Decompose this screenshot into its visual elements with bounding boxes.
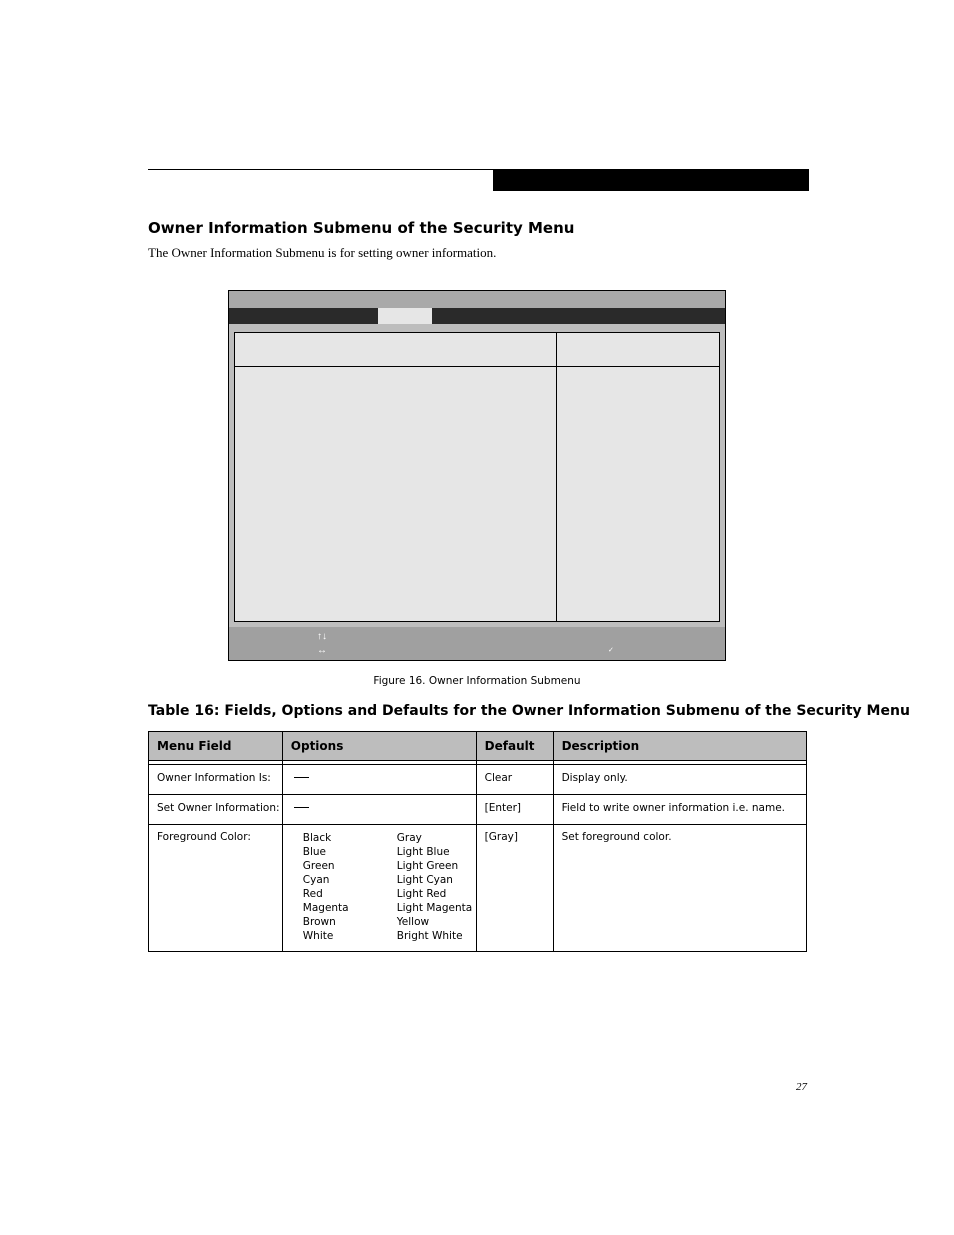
fields-options-table	[148, 731, 807, 952]
table-title: Table 16: Fields, Options and Defaults for the Owner Information Submenu of the Security Menu	[148, 703, 910, 719]
cell-description: Display only.	[553, 765, 806, 795]
color-options-right	[397, 831, 472, 943]
cell-options	[282, 765, 476, 795]
color-option: Light Magenta	[396, 902, 473, 914]
header-bar	[493, 169, 809, 191]
leftright-arrow-icon: ↔	[317, 645, 327, 656]
color-option: Brown	[302, 916, 336, 928]
cell-options	[282, 795, 476, 825]
dash-mark	[294, 807, 309, 808]
section-heading: Owner Information Submenu of the Security Menu	[148, 219, 575, 237]
bios-footer-bar	[229, 627, 725, 660]
color-option: Gray	[396, 832, 422, 844]
color-option: Light Cyan	[396, 874, 453, 886]
table-header-row	[149, 732, 807, 761]
cell-field: Owner Information Is:	[149, 765, 283, 795]
color-option: Light Red	[396, 888, 447, 900]
header-options: Options	[282, 732, 476, 761]
intro-text: The Owner Information Submenu is for setting owner information.	[148, 245, 497, 260]
bios-header-divider	[235, 366, 719, 367]
cell-default: [Enter]	[476, 795, 553, 825]
color-option: Red	[302, 888, 323, 900]
color-option: Green	[302, 860, 335, 872]
check-icon: ✓	[608, 647, 614, 654]
table-row	[149, 795, 807, 825]
updown-arrows-icon: ↑↓	[317, 631, 327, 642]
bios-menu-bar	[229, 308, 725, 324]
color-option: Cyan	[302, 874, 330, 886]
color-options-left	[303, 831, 397, 943]
header-description: Description	[553, 732, 806, 761]
bios-title-bar	[229, 291, 725, 308]
page-number: 27	[796, 1081, 807, 1093]
color-option: Light Blue	[396, 846, 450, 858]
table-row	[149, 825, 807, 952]
figure-caption: Figure 16. Owner Information Submenu	[373, 675, 581, 687]
bios-screen-figure	[228, 290, 726, 661]
color-option: Magenta	[302, 902, 349, 914]
table-row	[149, 765, 807, 795]
cell-default: Clear	[476, 765, 553, 795]
header-menu-field: Menu Field	[149, 732, 283, 761]
bios-content-frame	[234, 332, 720, 622]
color-option: Light Green	[396, 860, 459, 872]
color-option: Yellow	[396, 916, 430, 928]
color-option: Blue	[302, 846, 327, 858]
color-option: Bright White	[396, 930, 463, 942]
cell-options	[282, 825, 476, 952]
dash-mark	[294, 777, 309, 778]
header-rule	[148, 169, 493, 170]
header-default: Default	[476, 732, 553, 761]
color-option: White	[302, 930, 334, 942]
cell-field: Foreground Color:	[149, 825, 283, 952]
cell-field: Set Owner Information:	[149, 795, 283, 825]
cell-description: Set foreground color.	[553, 825, 806, 952]
cell-description: Field to write owner information i.e. name.	[553, 795, 806, 825]
color-option: Black	[302, 832, 332, 844]
cell-default: [Gray]	[476, 825, 553, 952]
bios-column-divider	[556, 333, 557, 621]
bios-active-tab	[378, 308, 432, 324]
